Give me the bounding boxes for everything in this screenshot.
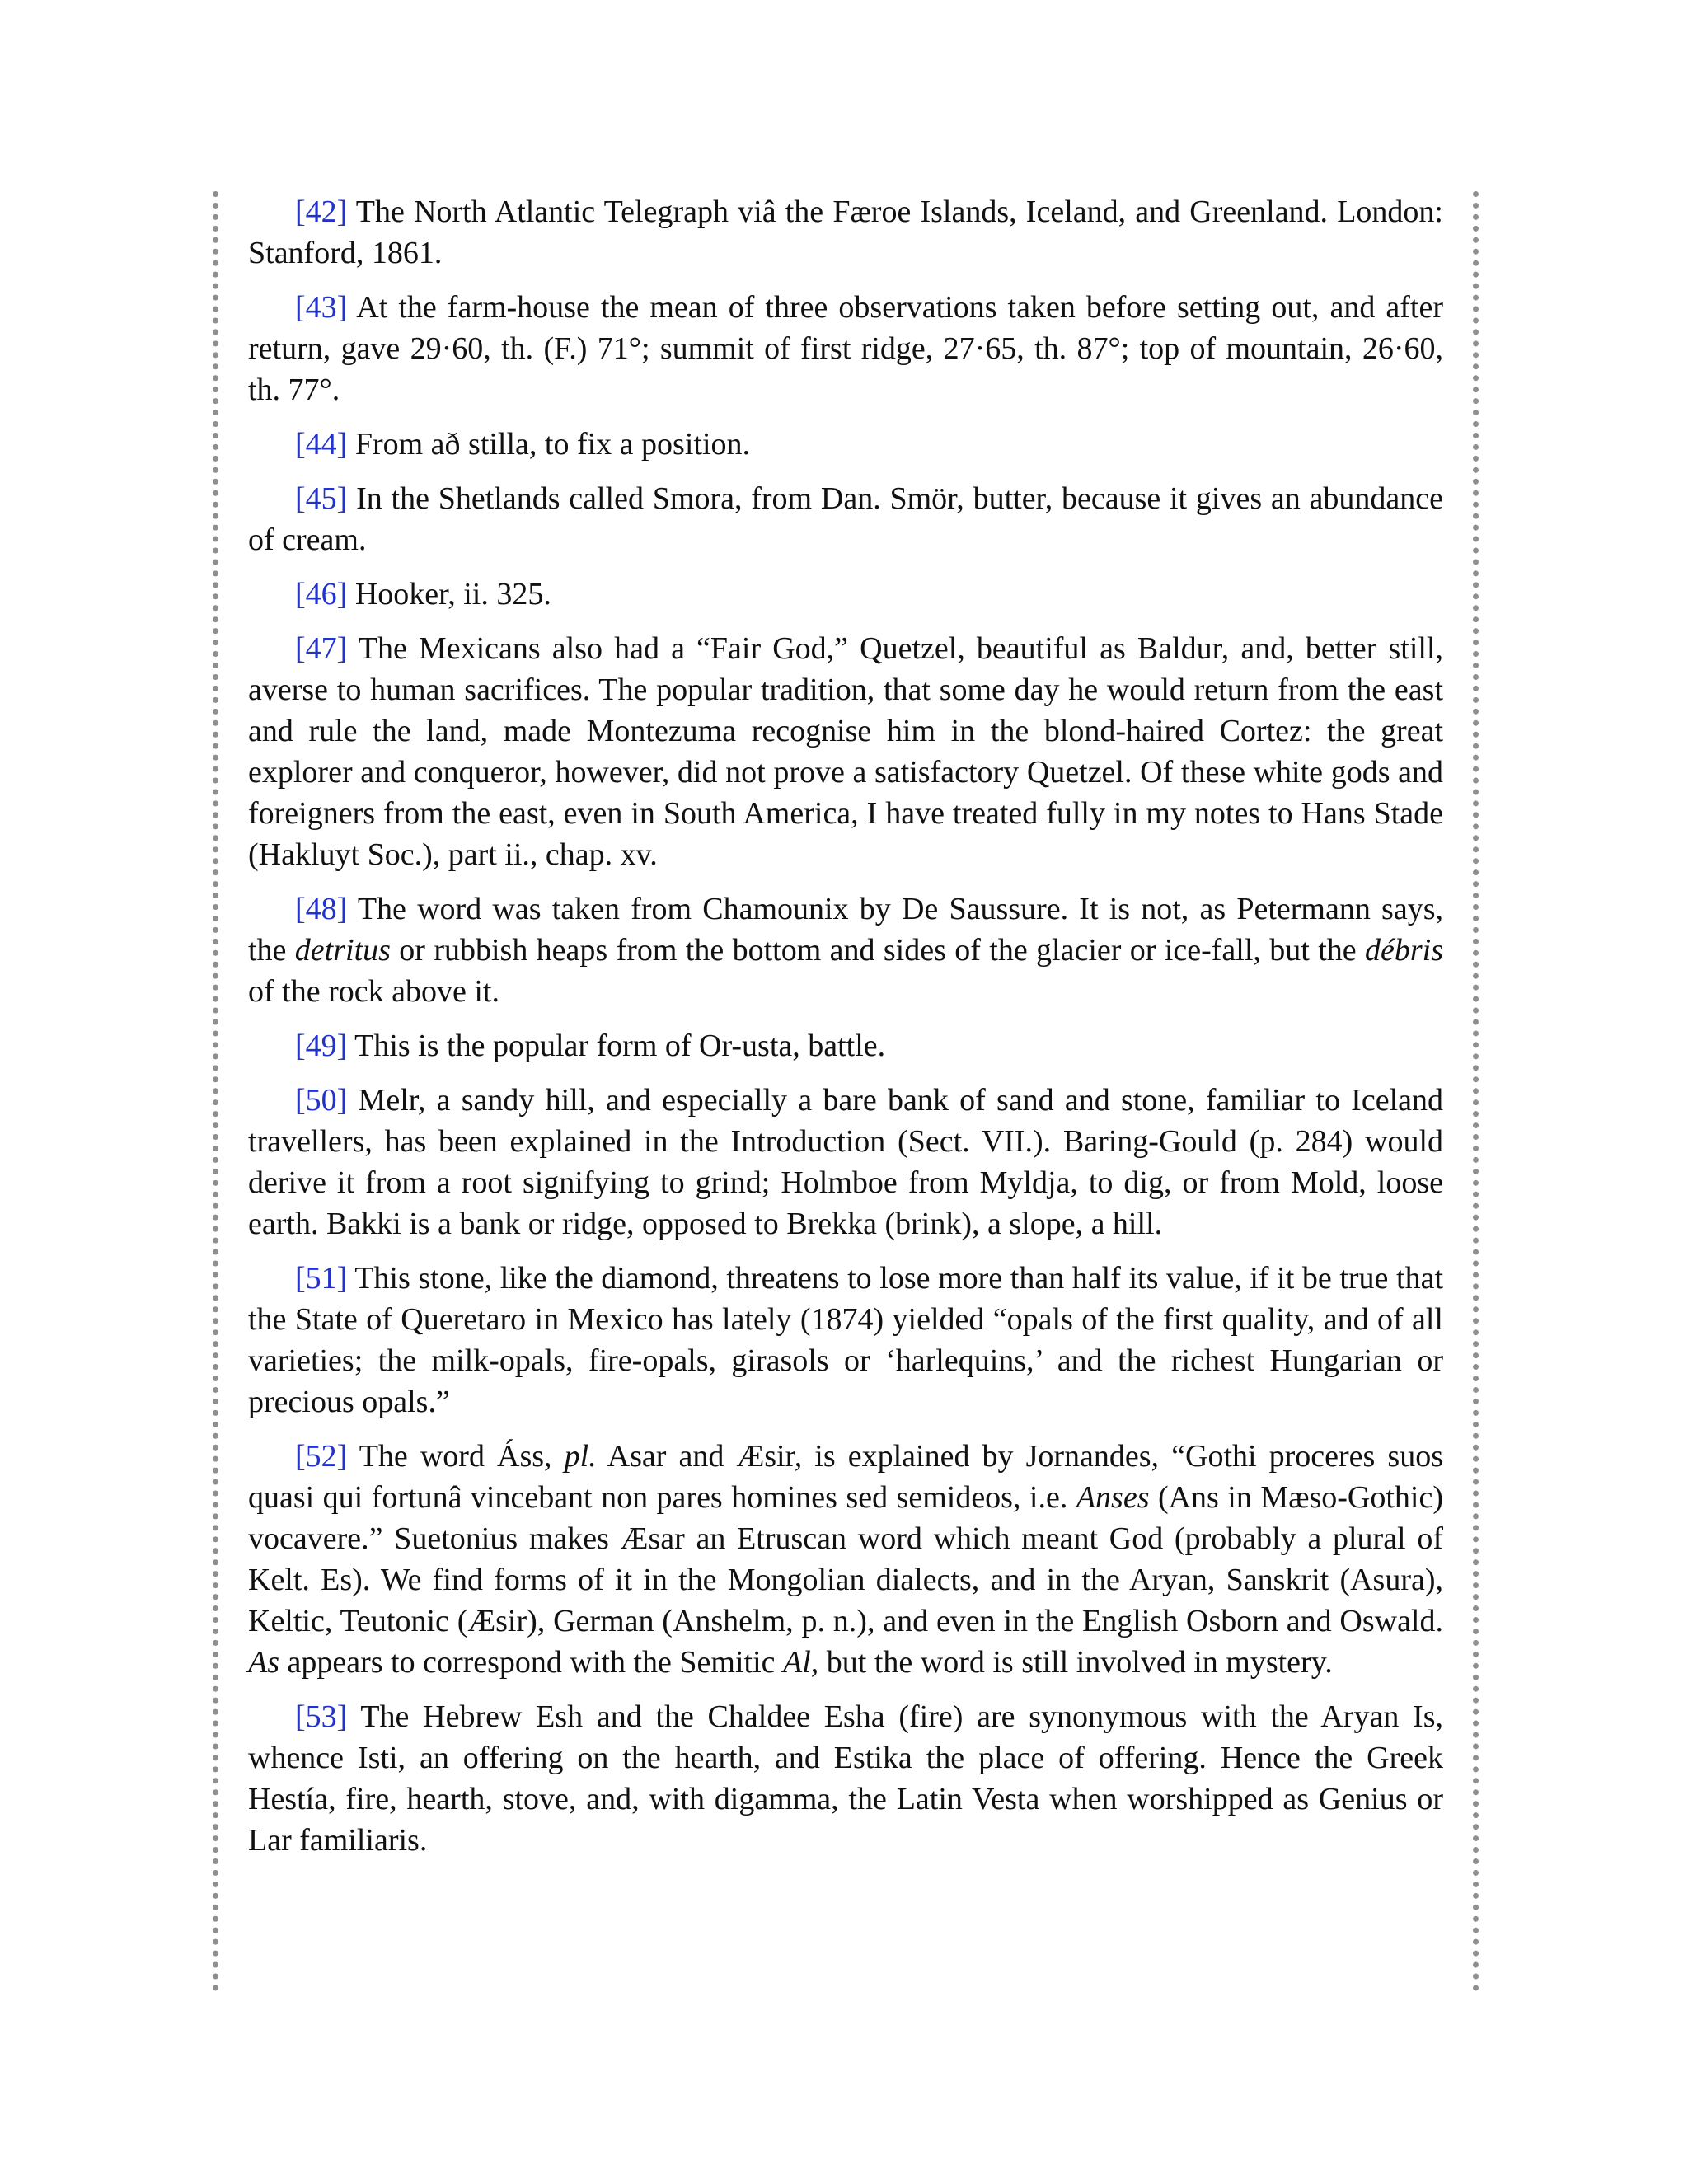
footnote-text: This stone, like the diamond, threatens to lose more than half its value, if it be true that the State of Queretaro in Mexico has lately (1874) yielded “opals of the first quality, and of all varieties; the milk-opals, fire-opals, girasols or ‘harlequins,’ and the richest Hungarian or precious opals.” [248, 1261, 1443, 1419]
footnote-text: of the rock above it. [248, 974, 499, 1009]
footnote [248, 574, 1443, 615]
footnote-text: Melr, a sandy hill, and especially a bare bank of sand and stone, familiar to Iceland travellers, has been explained in the Introduction (Sect. VII.). Baring-Gould (p. 284) would derive it from a root signifying to grind; Holmboe from Myldja, to dig, or from Mold, loose earth. Bakki is a bank or ridge, opposed to Brekka (brink), a slope, a hill. [248, 1083, 1443, 1241]
footnote-ref-link[interactable]: [43] [295, 290, 348, 325]
footnote-ref-link[interactable]: [49] [295, 1029, 348, 1063]
footnote-italic-text: pl. [564, 1439, 597, 1474]
footnote [248, 287, 1443, 410]
footnote-text: In the Shetlands called Smora, from Dan. Smör, butter, because it gives an abundance of cream. [248, 481, 1443, 557]
footnote-text: From að stilla, to fix a position. [347, 427, 751, 462]
footnote-text: appears to correspond with the Semitic [279, 1645, 784, 1680]
footnote-ref-link[interactable]: [46] [295, 577, 348, 612]
footnote-italic-text: Al [783, 1645, 811, 1680]
footnote [248, 424, 1443, 465]
footnote [248, 1436, 1443, 1683]
footnote-text: , but the word is still involved in mystery. [810, 1645, 1333, 1680]
footnote [248, 1696, 1443, 1861]
footnote-ref-link[interactable]: [48] [295, 892, 348, 926]
footnote-text: This is the popular form of Or-usta, battle. [347, 1029, 886, 1063]
footnotes-list [248, 191, 1443, 1874]
footnote-text: or rubbish heaps from the bottom and sides of the glacier or ice-fall, but the [390, 933, 1365, 968]
page-frame [213, 191, 1479, 1992]
footnote [248, 191, 1443, 274]
footnote [248, 478, 1443, 560]
footnote-ref-link[interactable]: [44] [295, 427, 348, 462]
footnote-text: The Hebrew Esh and the Chaldee Esha (fire) are synonymous with the Aryan Is, whence Isti, an offering on the hearth, and Estika the place of offering. Hence the Greek Hestía, fire, hearth, stove, and, with digamma, the Latin Vesta when worshipped as Genius or Lar familiaris. [248, 1699, 1443, 1858]
footnote-text: The North Atlantic Telegraph viâ the Færoe Islands, Iceland, and Greenland. London: Stanford, 1861. [248, 194, 1443, 270]
footnote-italic-text: As [248, 1645, 279, 1680]
footnote-ref-link[interactable]: [42] [295, 194, 348, 229]
footnote [248, 888, 1443, 1012]
footnote-italic-text: débris [1365, 933, 1443, 968]
footnote-text: The word was taken from Chamounix by De Saussure. It is not, as Petermann says, the [248, 892, 1443, 968]
footnote-ref-link[interactable]: [50] [295, 1083, 348, 1118]
footnote-italic-text: detritus [294, 933, 391, 968]
footnote-italic-text: Anses [1076, 1480, 1150, 1515]
footnote-text: At the farm-house the mean of three observations taken before setting out, and after return, gave 29·60, th. (F.) 71°; summit of first ridge, 27·65, th. 87°; top of mountain, 26·60, th. 77°. [248, 290, 1443, 407]
footnote-text: Hooker, ii. 325. [347, 577, 551, 612]
footnote-ref-link[interactable]: [45] [295, 481, 348, 516]
footnote-text: Asar and Æsir, is explained by Jornandes, “Gothi proceres suos quasi qui fortunâ vincebant non pares homines sed semideos, i.e. [248, 1439, 1443, 1515]
footnote-ref-link[interactable]: [53] [295, 1699, 348, 1734]
footnote-ref-link[interactable]: [51] [295, 1261, 348, 1296]
footnote-text: The Mexicans also had a “Fair God,” Quetzel, beautiful as Baldur, and, better still, averse to human sacrifices. The popular tradition, that some day he would return from the east and rule the land, made Montezuma recognise him in the blond-haired Cortez: the great explorer and conqueror, however, did not prove a satisfactory Quetzel. Of these white gods and foreigners from the east, even in South America, I have treated fully in my notes to Hans Stade (Hakluyt Soc.), part ii., chap. xv. [248, 631, 1443, 872]
footnote [248, 1025, 1443, 1066]
footnote-ref-link[interactable]: [47] [295, 631, 348, 666]
footnote [248, 1080, 1443, 1244]
footnote [248, 628, 1443, 875]
footnote-text: The word Áss, [347, 1439, 565, 1474]
footnote [248, 1258, 1443, 1422]
footnote-text: (Ans in Mæso-Gothic) vocavere.” Suetonius makes Æsar an Etruscan word which meant God (probably a plural of Kelt. Es). We find forms of it in the Mongolian dialects, and in the Aryan, Sanskrit (Asura), Keltic, Teutonic (Æsir), German (Anshelm, p. n.), and even in the English Osborn and Oswald. [248, 1480, 1443, 1638]
footnote-ref-link[interactable]: [52] [295, 1439, 348, 1474]
